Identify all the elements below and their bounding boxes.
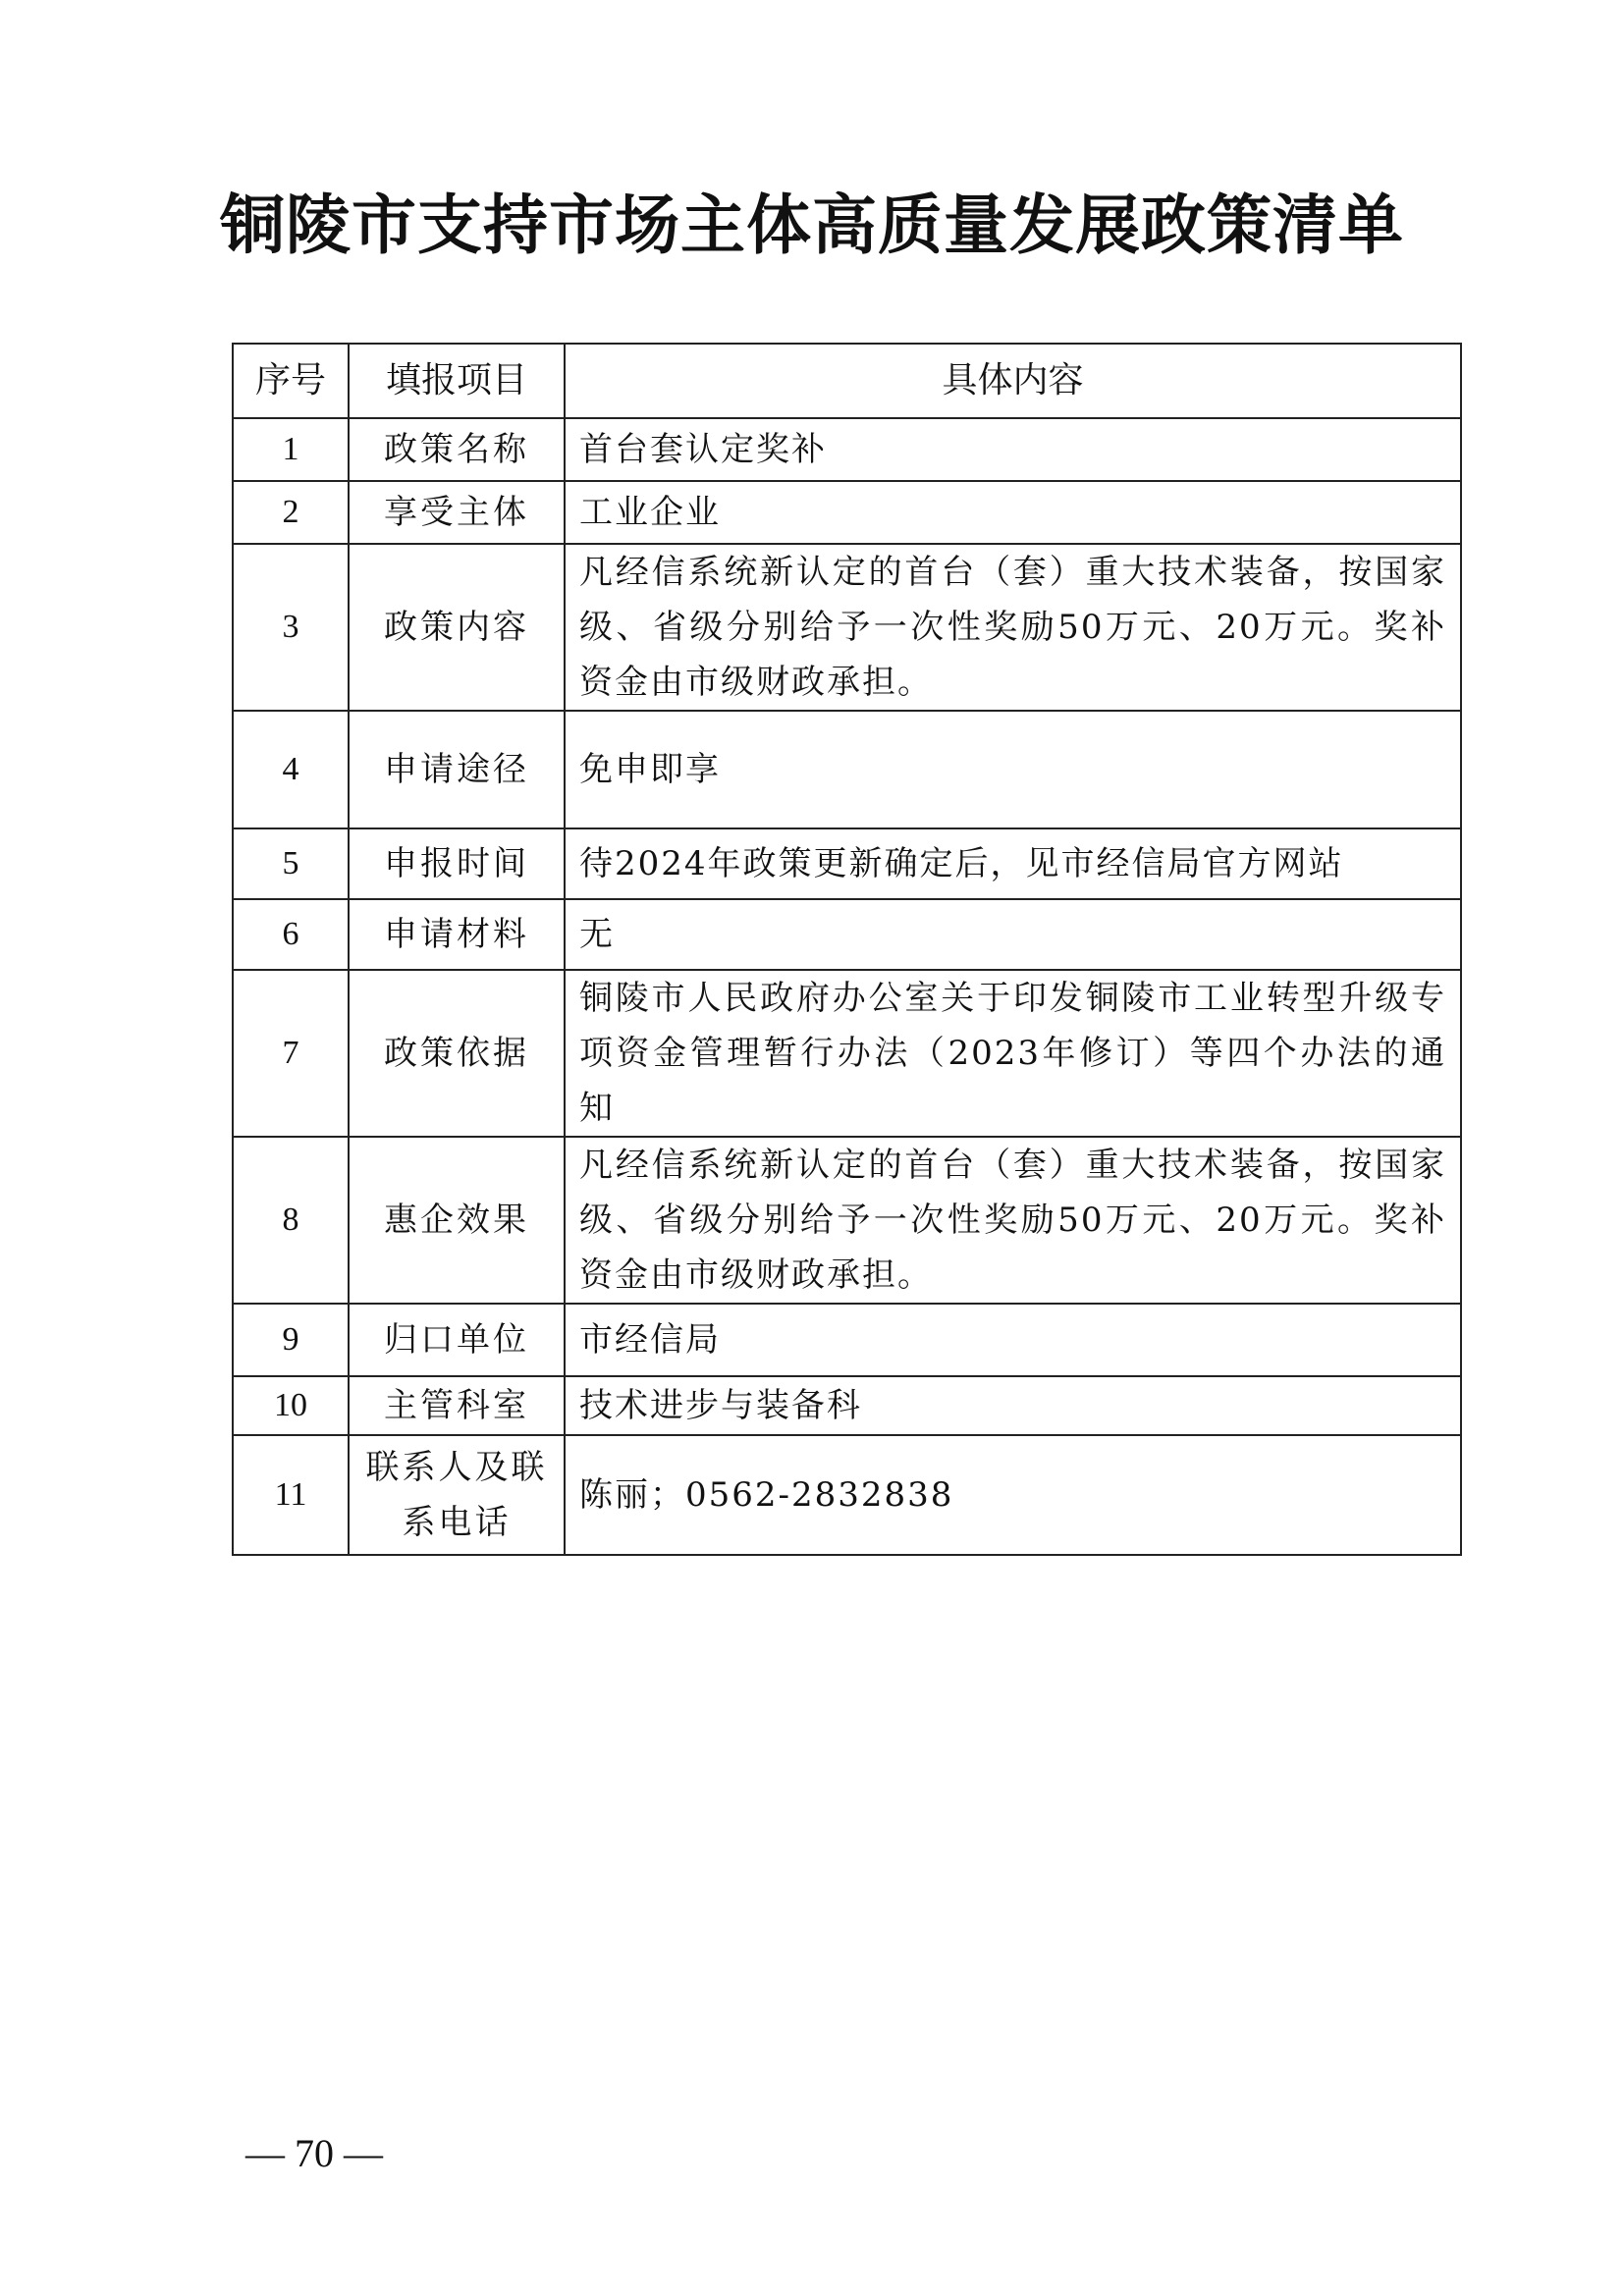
table-row [233,828,1461,899]
header-item: 填报项目 [349,344,565,418]
row-content: 待2024年政策更新确定后，见市经信局官方网站 [565,828,1461,899]
row-item: 申请途径 [349,711,565,828]
row-number: 11 [233,1435,349,1555]
row-item: 联系人及联系电话 [349,1435,565,1555]
row-number: 8 [233,1137,349,1304]
row-number: 6 [233,899,349,970]
row-number: 7 [233,970,349,1137]
header-serial-number: 序号 [233,344,349,418]
row-content: 工业企业 [565,481,1461,544]
page-number: — 70 — [245,2131,383,2175]
header-content: 具体内容 [565,344,1461,418]
row-item: 申请材料 [349,899,565,970]
row-item: 归口单位 [349,1304,565,1376]
table-row [233,970,1461,1137]
table-row [233,1137,1461,1304]
row-item: 申报时间 [349,828,565,899]
row-number: 5 [233,828,349,899]
row-content: 市经信局 [565,1304,1461,1376]
row-number: 1 [233,418,349,481]
row-content: 铜陵市人民政府办公室关于印发铜陵市工业转型升级专项资金管理暂行办法（2023年修订）等四个办法的通知 [565,970,1461,1137]
table-row [233,544,1461,711]
row-content: 技术进步与装备科 [565,1376,1461,1435]
document-title: 铜陵市支持市场主体高质量发展政策清单 [220,187,1404,263]
table-row [233,711,1461,828]
table-row [233,1376,1461,1435]
table-row [233,481,1461,544]
row-content: 首台套认定奖补 [565,418,1461,481]
row-number: 4 [233,711,349,828]
row-number: 3 [233,544,349,711]
row-item: 惠企效果 [349,1137,565,1304]
row-number: 10 [233,1376,349,1435]
table-row [233,1304,1461,1376]
row-item: 政策依据 [349,970,565,1137]
row-content: 陈丽；0562-2832838 [565,1435,1461,1555]
row-content: 免申即享 [565,711,1461,828]
table-row [233,899,1461,970]
table-header-row [233,344,1461,418]
row-item: 享受主体 [349,481,565,544]
table-row [233,418,1461,481]
row-number: 2 [233,481,349,544]
policy-table [232,343,1462,1556]
row-content: 凡经信系统新认定的首台（套）重大技术装备，按国家级、省级分别给予一次性奖励50万元、20万元。奖补资金由市级财政承担。 [565,544,1461,711]
table-row [233,1435,1461,1555]
row-content: 凡经信系统新认定的首台（套）重大技术装备，按国家级、省级分别给予一次性奖励50万元、20万元。奖补资金由市级财政承担。 [565,1137,1461,1304]
row-item: 政策名称 [349,418,565,481]
row-number: 9 [233,1304,349,1376]
row-item: 政策内容 [349,544,565,711]
row-content: 无 [565,899,1461,970]
row-item: 主管科室 [349,1376,565,1435]
